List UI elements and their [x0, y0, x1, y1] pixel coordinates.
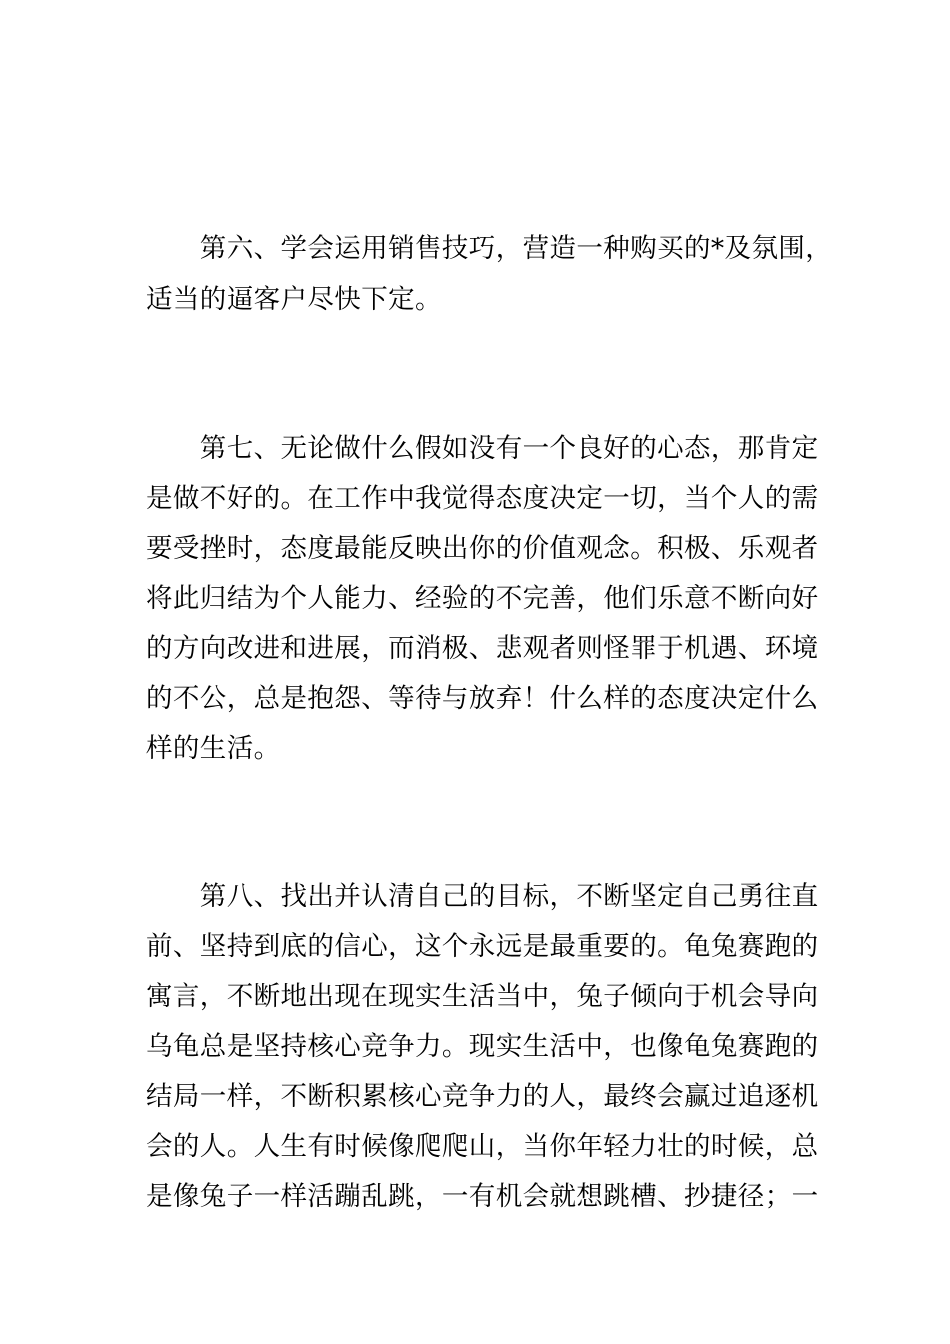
- text-line: 是像兔子一样活蹦乱跳，一有机会就想跳槽、抄捷径；一: [146, 1181, 819, 1212]
- text-line: 的不公，总是抱怨、等待与放弃！什么样的态度决定什么: [146, 683, 819, 714]
- text-line: 第八、找出并认清自己的目标，不断坚定自己勇往直: [146, 881, 819, 912]
- text-line: 寓言，不断地出现在现实生活当中，兔子倾向于机会导向: [146, 981, 819, 1012]
- text-line: 适当的逼客户尽快下定。: [146, 284, 442, 315]
- text-line: 是做不好的。在工作中我觉得态度决定一切，当个人的需: [146, 483, 819, 514]
- text-line: 样的生活。: [146, 733, 281, 764]
- text-line: 前、坚持到底的信心，这个永远是最重要的。龟兔赛跑的: [146, 931, 819, 962]
- text-line: 第六、学会运用销售技巧，营造一种购买的*及氛围，: [146, 233, 833, 264]
- text-line: 结局一样，不断积累核心竞争力的人，最终会赢过追逐机: [146, 1081, 819, 1112]
- text-line: 将此归结为个人能力、经验的不完善，他们乐意不断向好: [146, 583, 819, 614]
- text-line: 会的人。人生有时候像爬爬山，当你年轻力壮的时候，总: [146, 1131, 819, 1162]
- text-line: 要受挫时，态度最能反映出你的价值观念。积极、乐观者: [146, 533, 819, 564]
- text-line: 的方向改进和进展，而消极、悲观者则怪罪于机遇、环境: [146, 633, 819, 664]
- text-line: 乌龟总是坚持核心竞争力。现实生活中，也像龟兔赛跑的: [146, 1031, 819, 1062]
- text-line: 第七、无论做什么假如没有一个良好的心态，那肯定: [146, 433, 819, 464]
